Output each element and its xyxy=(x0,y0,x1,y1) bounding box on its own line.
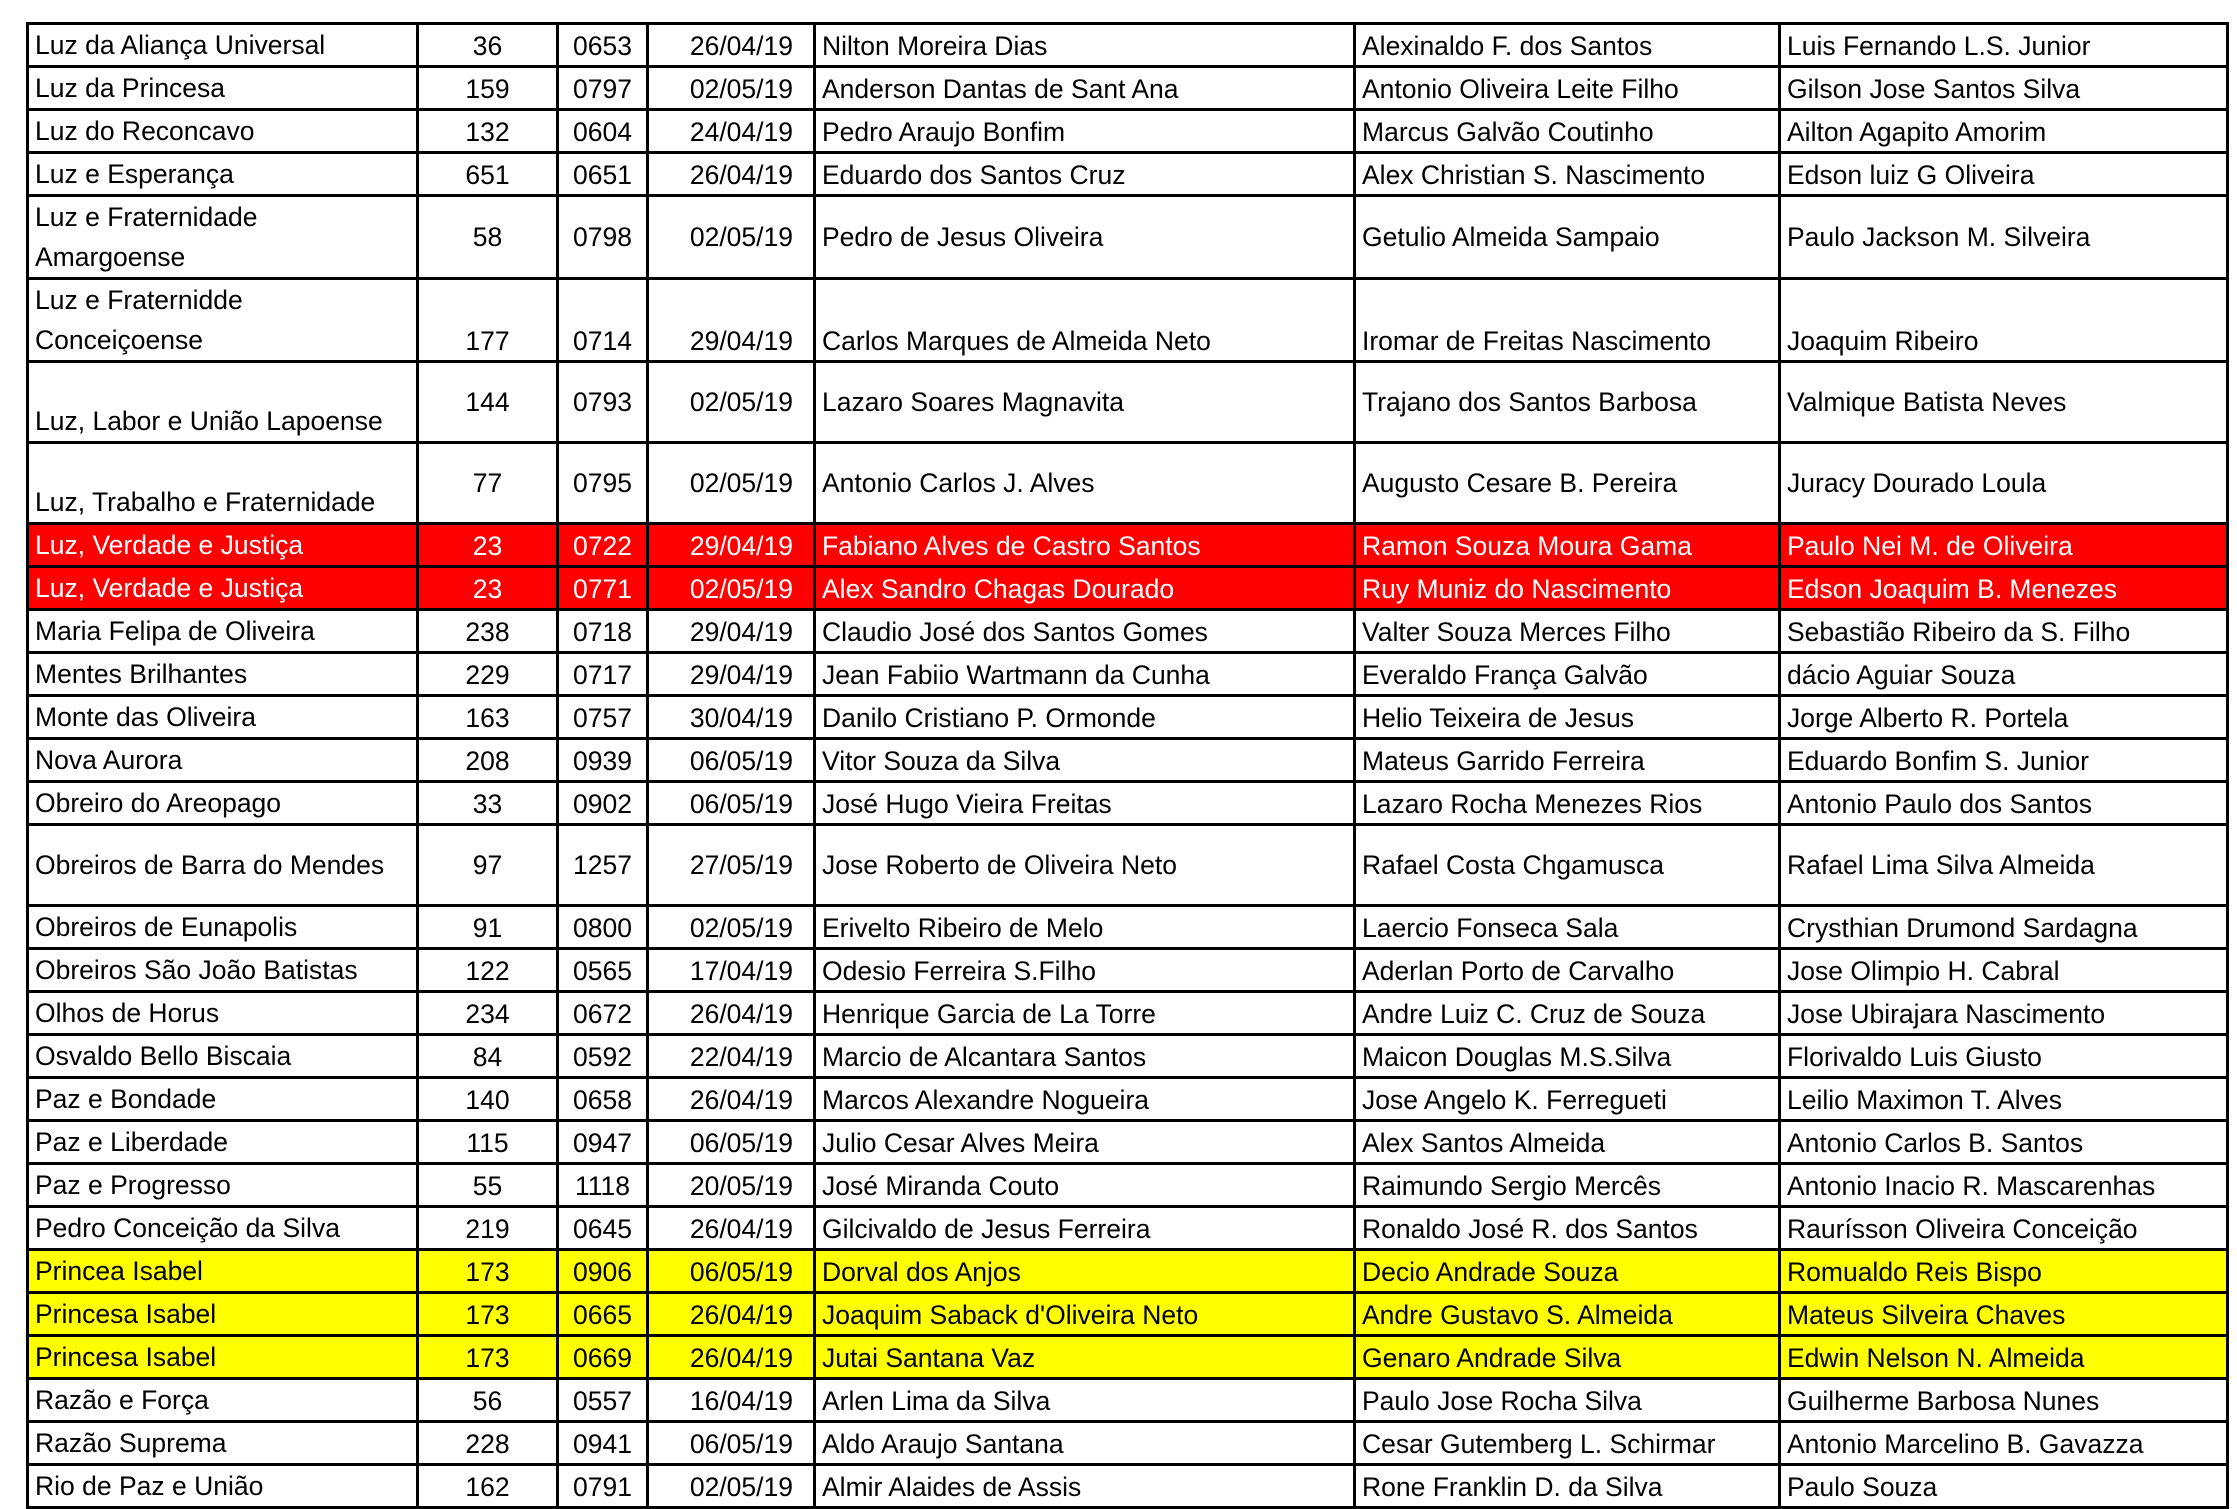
person-1-cell: Eduardo dos Santos Cruz xyxy=(815,153,1355,196)
person-2-cell: Cesar Gutemberg L. Schirmar xyxy=(1355,1422,1780,1465)
person-1-cell: Almir Alaides de Assis xyxy=(815,1465,1355,1508)
person-1-cell: Carlos Marques de Almeida Neto xyxy=(815,279,1355,362)
code-cell: 0800 xyxy=(558,906,648,949)
person-3-cell: Antonio Paulo dos Santos xyxy=(1780,782,2228,825)
lodge-number-cell: 140 xyxy=(418,1078,558,1121)
lodge-name-cell: Obreiros São João Batistas xyxy=(28,949,418,992)
lodge-name-cell: Luz e Fraternidade Amargoense xyxy=(28,196,418,279)
person-3-cell: Paulo Jackson M. Silveira xyxy=(1780,196,2228,279)
code-cell: 0906 xyxy=(558,1250,648,1293)
code-cell: 0941 xyxy=(558,1422,648,1465)
date-cell: 02/05/19 xyxy=(648,196,815,279)
lodge-number-cell: 91 xyxy=(418,906,558,949)
date-cell: 26/04/19 xyxy=(648,1336,815,1379)
lodge-number-cell: 238 xyxy=(418,610,558,653)
table-row xyxy=(28,1379,2228,1422)
date-cell: 26/04/19 xyxy=(648,1207,815,1250)
lodge-name-cell: Luz e Fraternidde Conceiçoense xyxy=(28,279,418,362)
code-cell: 0557 xyxy=(558,1379,648,1422)
person-3-cell: Guilherme Barbosa Nunes xyxy=(1780,1379,2228,1422)
table-row xyxy=(28,1207,2228,1250)
code-cell: 0565 xyxy=(558,949,648,992)
code-cell: 0592 xyxy=(558,1035,648,1078)
person-1-cell: Anderson Dantas de Sant Ana xyxy=(815,67,1355,110)
lodge-name-cell: Princesa Isabel xyxy=(28,1336,418,1379)
code-cell: 0793 xyxy=(558,362,648,443)
table-row xyxy=(28,653,2228,696)
table-body xyxy=(28,24,2228,1508)
table-row xyxy=(28,1250,2228,1293)
lodge-name-cell: Osvaldo Bello Biscaia xyxy=(28,1035,418,1078)
date-cell: 06/05/19 xyxy=(648,739,815,782)
person-1-cell: Jean Fabiio Wartmann da Cunha xyxy=(815,653,1355,696)
person-3-cell: Jorge Alberto R. Portela xyxy=(1780,696,2228,739)
person-2-cell: Paulo Jose Rocha Silva xyxy=(1355,1379,1780,1422)
person-1-cell: Erivelto Ribeiro de Melo xyxy=(815,906,1355,949)
date-cell: 20/05/19 xyxy=(648,1164,815,1207)
person-3-cell: Ailton Agapito Amorim xyxy=(1780,110,2228,153)
person-1-cell: Danilo Cristiano P. Ormonde xyxy=(815,696,1355,739)
person-3-cell: Eduardo Bonfim S. Junior xyxy=(1780,739,2228,782)
person-3-cell: Paulo Nei M. de Oliveira xyxy=(1780,524,2228,567)
date-cell: 29/04/19 xyxy=(648,610,815,653)
person-1-cell: Pedro Araujo Bonfim xyxy=(815,110,1355,153)
code-cell: 0771 xyxy=(558,567,648,610)
lodge-name-cell: Luz, Labor e União Lapoense xyxy=(28,362,418,443)
person-1-cell: Joaquim Saback d'Oliveira Neto xyxy=(815,1293,1355,1336)
table-row xyxy=(28,825,2228,906)
date-cell: 02/05/19 xyxy=(648,362,815,443)
table-row xyxy=(28,992,2228,1035)
person-3-cell: Antonio Marcelino B. Gavazza xyxy=(1780,1422,2228,1465)
date-cell: 29/04/19 xyxy=(648,653,815,696)
table-row xyxy=(28,567,2228,610)
person-1-cell: Jose Roberto de Oliveira Neto xyxy=(815,825,1355,906)
lodge-number-cell: 173 xyxy=(418,1250,558,1293)
table-row xyxy=(28,949,2228,992)
person-2-cell: Maicon Douglas M.S.Silva xyxy=(1355,1035,1780,1078)
person-2-cell: Laercio Fonseca Sala xyxy=(1355,906,1780,949)
date-cell: 02/05/19 xyxy=(648,567,815,610)
lodge-number-cell: 122 xyxy=(418,949,558,992)
code-cell: 0757 xyxy=(558,696,648,739)
date-cell: 29/04/19 xyxy=(648,524,815,567)
person-1-cell: Aldo Araujo Santana xyxy=(815,1422,1355,1465)
lodge-name-cell: Obreiros de Eunapolis xyxy=(28,906,418,949)
person-3-cell: Leilio Maximon T. Alves xyxy=(1780,1078,2228,1121)
date-cell: 02/05/19 xyxy=(648,67,815,110)
date-cell: 06/05/19 xyxy=(648,1121,815,1164)
date-cell: 06/05/19 xyxy=(648,1422,815,1465)
person-1-cell: Marcos Alexandre Nogueira xyxy=(815,1078,1355,1121)
lodge-name-cell: Obreiros de Barra do Mendes xyxy=(28,825,418,906)
person-2-cell: Rone Franklin D. da Silva xyxy=(1355,1465,1780,1508)
person-1-cell: Claudio José dos Santos Gomes xyxy=(815,610,1355,653)
lodge-name-cell: Mentes Brilhantes xyxy=(28,653,418,696)
lodge-number-cell: 132 xyxy=(418,110,558,153)
lodge-number-cell: 651 xyxy=(418,153,558,196)
person-3-cell: Edson Joaquim B. Menezes xyxy=(1780,567,2228,610)
code-cell: 0669 xyxy=(558,1336,648,1379)
person-1-cell: José Miranda Couto xyxy=(815,1164,1355,1207)
person-2-cell: Ruy Muniz do Nascimento xyxy=(1355,567,1780,610)
lodge-name-cell: Paz e Bondade xyxy=(28,1078,418,1121)
person-1-cell: Dorval dos Anjos xyxy=(815,1250,1355,1293)
person-2-cell: Augusto Cesare B. Pereira xyxy=(1355,443,1780,524)
person-3-cell: Sebastião Ribeiro da S. Filho xyxy=(1780,610,2228,653)
table-row xyxy=(28,906,2228,949)
code-cell: 0653 xyxy=(558,24,648,67)
person-3-cell: Luis Fernando L.S. Junior xyxy=(1780,24,2228,67)
person-3-cell: Raurísson Oliveira Conceição xyxy=(1780,1207,2228,1250)
person-1-cell: Jutai Santana Vaz xyxy=(815,1336,1355,1379)
person-2-cell: Alex Christian S. Nascimento xyxy=(1355,153,1780,196)
lodge-name-cell: Luz e Esperança xyxy=(28,153,418,196)
table-row xyxy=(28,696,2228,739)
lodge-name-cell: Luz do Reconcavo xyxy=(28,110,418,153)
lodge-number-cell: 234 xyxy=(418,992,558,1035)
person-2-cell: Alex Santos Almeida xyxy=(1355,1121,1780,1164)
table-row xyxy=(28,362,2228,443)
person-1-cell: Lazaro Soares Magnavita xyxy=(815,362,1355,443)
lodge-name-cell: Luz da Princesa xyxy=(28,67,418,110)
lodge-number-cell: 208 xyxy=(418,739,558,782)
date-cell: 24/04/19 xyxy=(648,110,815,153)
code-cell: 0665 xyxy=(558,1293,648,1336)
person-2-cell: Genaro Andrade Silva xyxy=(1355,1336,1780,1379)
code-cell: 0722 xyxy=(558,524,648,567)
lodge-number-cell: 219 xyxy=(418,1207,558,1250)
person-2-cell: Alexinaldo F. dos Santos xyxy=(1355,24,1780,67)
lodge-number-cell: 144 xyxy=(418,362,558,443)
date-cell: 26/04/19 xyxy=(648,24,815,67)
lodge-name-cell: Luz, Verdade e Justiça xyxy=(28,524,418,567)
table-row xyxy=(28,443,2228,524)
table-row xyxy=(28,24,2228,67)
person-2-cell: Ronaldo José R. dos Santos xyxy=(1355,1207,1780,1250)
person-2-cell: Andre Gustavo S. Almeida xyxy=(1355,1293,1780,1336)
lodge-number-cell: 56 xyxy=(418,1379,558,1422)
person-2-cell: Lazaro Rocha Menezes Rios xyxy=(1355,782,1780,825)
date-cell: 06/05/19 xyxy=(648,782,815,825)
person-3-cell: Antonio Inacio R. Mascarenhas xyxy=(1780,1164,2228,1207)
person-3-cell: Edwin Nelson N. Almeida xyxy=(1780,1336,2228,1379)
table-row xyxy=(28,524,2228,567)
person-1-cell: Julio Cesar Alves Meira xyxy=(815,1121,1355,1164)
lodge-number-cell: 58 xyxy=(418,196,558,279)
lodge-number-cell: 173 xyxy=(418,1293,558,1336)
person-3-cell: Jose Ubirajara Nascimento xyxy=(1780,992,2228,1035)
person-2-cell: Helio Teixeira de Jesus xyxy=(1355,696,1780,739)
date-cell: 30/04/19 xyxy=(648,696,815,739)
lodge-name-cell: Monte das Oliveira xyxy=(28,696,418,739)
lodge-name-cell: Obreiro do Areopago xyxy=(28,782,418,825)
date-cell: 26/04/19 xyxy=(648,153,815,196)
person-2-cell: Getulio Almeida Sampaio xyxy=(1355,196,1780,279)
date-cell: 27/05/19 xyxy=(648,825,815,906)
person-3-cell: Valmique Batista Neves xyxy=(1780,362,2228,443)
table-row xyxy=(28,279,2228,362)
table-row xyxy=(28,1465,2228,1508)
lodge-number-cell: 163 xyxy=(418,696,558,739)
lodge-number-cell: 173 xyxy=(418,1336,558,1379)
lodge-number-cell: 159 xyxy=(418,67,558,110)
code-cell: 1257 xyxy=(558,825,648,906)
code-cell: 0658 xyxy=(558,1078,648,1121)
table-row xyxy=(28,1035,2228,1078)
person-2-cell: Marcus Galvão Coutinho xyxy=(1355,110,1780,153)
code-cell: 0714 xyxy=(558,279,648,362)
date-cell: 02/05/19 xyxy=(648,906,815,949)
lodge-name-cell: Olhos de Horus xyxy=(28,992,418,1035)
table-row xyxy=(28,1336,2228,1379)
date-cell: 26/04/19 xyxy=(648,1078,815,1121)
person-2-cell: Trajano dos Santos Barbosa xyxy=(1355,362,1780,443)
person-3-cell: Joaquim Ribeiro xyxy=(1780,279,2228,362)
person-3-cell: dácio Aguiar Souza xyxy=(1780,653,2228,696)
code-cell: 1118 xyxy=(558,1164,648,1207)
lodge-name-cell: Princea Isabel xyxy=(28,1250,418,1293)
lodge-number-cell: 33 xyxy=(418,782,558,825)
person-2-cell: Valter Souza Merces Filho xyxy=(1355,610,1780,653)
person-1-cell: Antonio Carlos J. Alves xyxy=(815,443,1355,524)
person-3-cell: Rafael Lima Silva Almeida xyxy=(1780,825,2228,906)
code-cell: 0939 xyxy=(558,739,648,782)
lodge-number-cell: 77 xyxy=(418,443,558,524)
lodge-number-cell: 84 xyxy=(418,1035,558,1078)
lodge-name-cell: Maria Felipa de Oliveira xyxy=(28,610,418,653)
lodge-name-cell: Princesa Isabel xyxy=(28,1293,418,1336)
lodge-name-cell: Luz, Verdade e Justiça xyxy=(28,567,418,610)
lodge-number-cell: 228 xyxy=(418,1422,558,1465)
code-cell: 0718 xyxy=(558,610,648,653)
person-2-cell: Aderlan Porto de Carvalho xyxy=(1355,949,1780,992)
lodge-name-cell: Luz, Trabalho e Fraternidade xyxy=(28,443,418,524)
person-3-cell: Edson luiz G Oliveira xyxy=(1780,153,2228,196)
date-cell: 06/05/19 xyxy=(648,1250,815,1293)
lodge-name-cell: Rio de Paz e União xyxy=(28,1465,418,1508)
person-1-cell: Nilton Moreira Dias xyxy=(815,24,1355,67)
person-2-cell: Rafael Costa Chgamusca xyxy=(1355,825,1780,906)
table-row xyxy=(28,1078,2228,1121)
person-3-cell: Romualdo Reis Bispo xyxy=(1780,1250,2228,1293)
code-cell: 0798 xyxy=(558,196,648,279)
code-cell: 0717 xyxy=(558,653,648,696)
lodge-name-cell: Razão e Força xyxy=(28,1379,418,1422)
person-2-cell: Raimundo Sergio Mercês xyxy=(1355,1164,1780,1207)
date-cell: 26/04/19 xyxy=(648,992,815,1035)
date-cell: 22/04/19 xyxy=(648,1035,815,1078)
code-cell: 0791 xyxy=(558,1465,648,1508)
date-cell: 29/04/19 xyxy=(648,279,815,362)
person-2-cell: Ramon Souza Moura Gama xyxy=(1355,524,1780,567)
code-cell: 0947 xyxy=(558,1121,648,1164)
date-cell: 02/05/19 xyxy=(648,443,815,524)
lodge-name-cell: Paz e Liberdade xyxy=(28,1121,418,1164)
lodge-number-cell: 97 xyxy=(418,825,558,906)
person-3-cell: Mateus Silveira Chaves xyxy=(1780,1293,2228,1336)
lodge-name-cell: Nova Aurora xyxy=(28,739,418,782)
person-2-cell: Iromar de Freitas Nascimento xyxy=(1355,279,1780,362)
code-cell: 0651 xyxy=(558,153,648,196)
person-2-cell: Jose Angelo K. Ferregueti xyxy=(1355,1078,1780,1121)
table-row xyxy=(28,782,2228,825)
person-1-cell: Alex Sandro Chagas Dourado xyxy=(815,567,1355,610)
person-2-cell: Everaldo França Galvão xyxy=(1355,653,1780,696)
lodge-number-cell: 177 xyxy=(418,279,558,362)
person-1-cell: Vitor Souza da Silva xyxy=(815,739,1355,782)
lodge-name-cell: Luz da Aliança Universal xyxy=(28,24,418,67)
table-row xyxy=(28,1422,2228,1465)
code-cell: 0645 xyxy=(558,1207,648,1250)
lodge-number-cell: 55 xyxy=(418,1164,558,1207)
table-row xyxy=(28,739,2228,782)
person-1-cell: Fabiano Alves de Castro Santos xyxy=(815,524,1355,567)
person-1-cell: Marcio de Alcantara Santos xyxy=(815,1035,1355,1078)
person-1-cell: Pedro de Jesus Oliveira xyxy=(815,196,1355,279)
person-3-cell: Jose Olimpio H. Cabral xyxy=(1780,949,2228,992)
person-3-cell: Crysthian Drumond Sardagna xyxy=(1780,906,2228,949)
lodge-name-cell: Razão Suprema xyxy=(28,1422,418,1465)
code-cell: 0672 xyxy=(558,992,648,1035)
person-2-cell: Andre Luiz C. Cruz de Souza xyxy=(1355,992,1780,1035)
table-row xyxy=(28,153,2228,196)
code-cell: 0902 xyxy=(558,782,648,825)
lodge-number-cell: 229 xyxy=(418,653,558,696)
table-row xyxy=(28,610,2228,653)
date-cell: 17/04/19 xyxy=(648,949,815,992)
person-3-cell: Paulo Souza xyxy=(1780,1465,2228,1508)
person-1-cell: Gilcivaldo de Jesus Ferreira xyxy=(815,1207,1355,1250)
person-2-cell: Decio Andrade Souza xyxy=(1355,1250,1780,1293)
lodge-number-cell: 162 xyxy=(418,1465,558,1508)
person-1-cell: José Hugo Vieira Freitas xyxy=(815,782,1355,825)
lodge-number-cell: 23 xyxy=(418,567,558,610)
date-cell: 26/04/19 xyxy=(648,1293,815,1336)
table-row xyxy=(28,1121,2228,1164)
date-cell: 16/04/19 xyxy=(648,1379,815,1422)
person-3-cell: Florivaldo Luis Giusto xyxy=(1780,1035,2228,1078)
code-cell: 0795 xyxy=(558,443,648,524)
lodge-table xyxy=(26,22,2229,1509)
table-row xyxy=(28,67,2228,110)
person-3-cell: Antonio Carlos B. Santos xyxy=(1780,1121,2228,1164)
table-row xyxy=(28,1293,2228,1336)
table-row xyxy=(28,1164,2228,1207)
person-2-cell: Antonio Oliveira Leite Filho xyxy=(1355,67,1780,110)
lodge-number-cell: 115 xyxy=(418,1121,558,1164)
person-3-cell: Gilson Jose Santos Silva xyxy=(1780,67,2228,110)
date-cell: 02/05/19 xyxy=(648,1465,815,1508)
lodge-number-cell: 23 xyxy=(418,524,558,567)
code-cell: 0604 xyxy=(558,110,648,153)
lodge-number-cell: 36 xyxy=(418,24,558,67)
code-cell: 0797 xyxy=(558,67,648,110)
person-3-cell: Juracy Dourado Loula xyxy=(1780,443,2228,524)
person-1-cell: Arlen Lima da Silva xyxy=(815,1379,1355,1422)
person-1-cell: Henrique Garcia de La Torre xyxy=(815,992,1355,1035)
person-1-cell: Odesio Ferreira S.Filho xyxy=(815,949,1355,992)
lodge-name-cell: Pedro Conceição da Silva xyxy=(28,1207,418,1250)
person-2-cell: Mateus Garrido Ferreira xyxy=(1355,739,1780,782)
lodge-name-cell: Paz e Progresso xyxy=(28,1164,418,1207)
table-row xyxy=(28,196,2228,279)
table-row xyxy=(28,110,2228,153)
